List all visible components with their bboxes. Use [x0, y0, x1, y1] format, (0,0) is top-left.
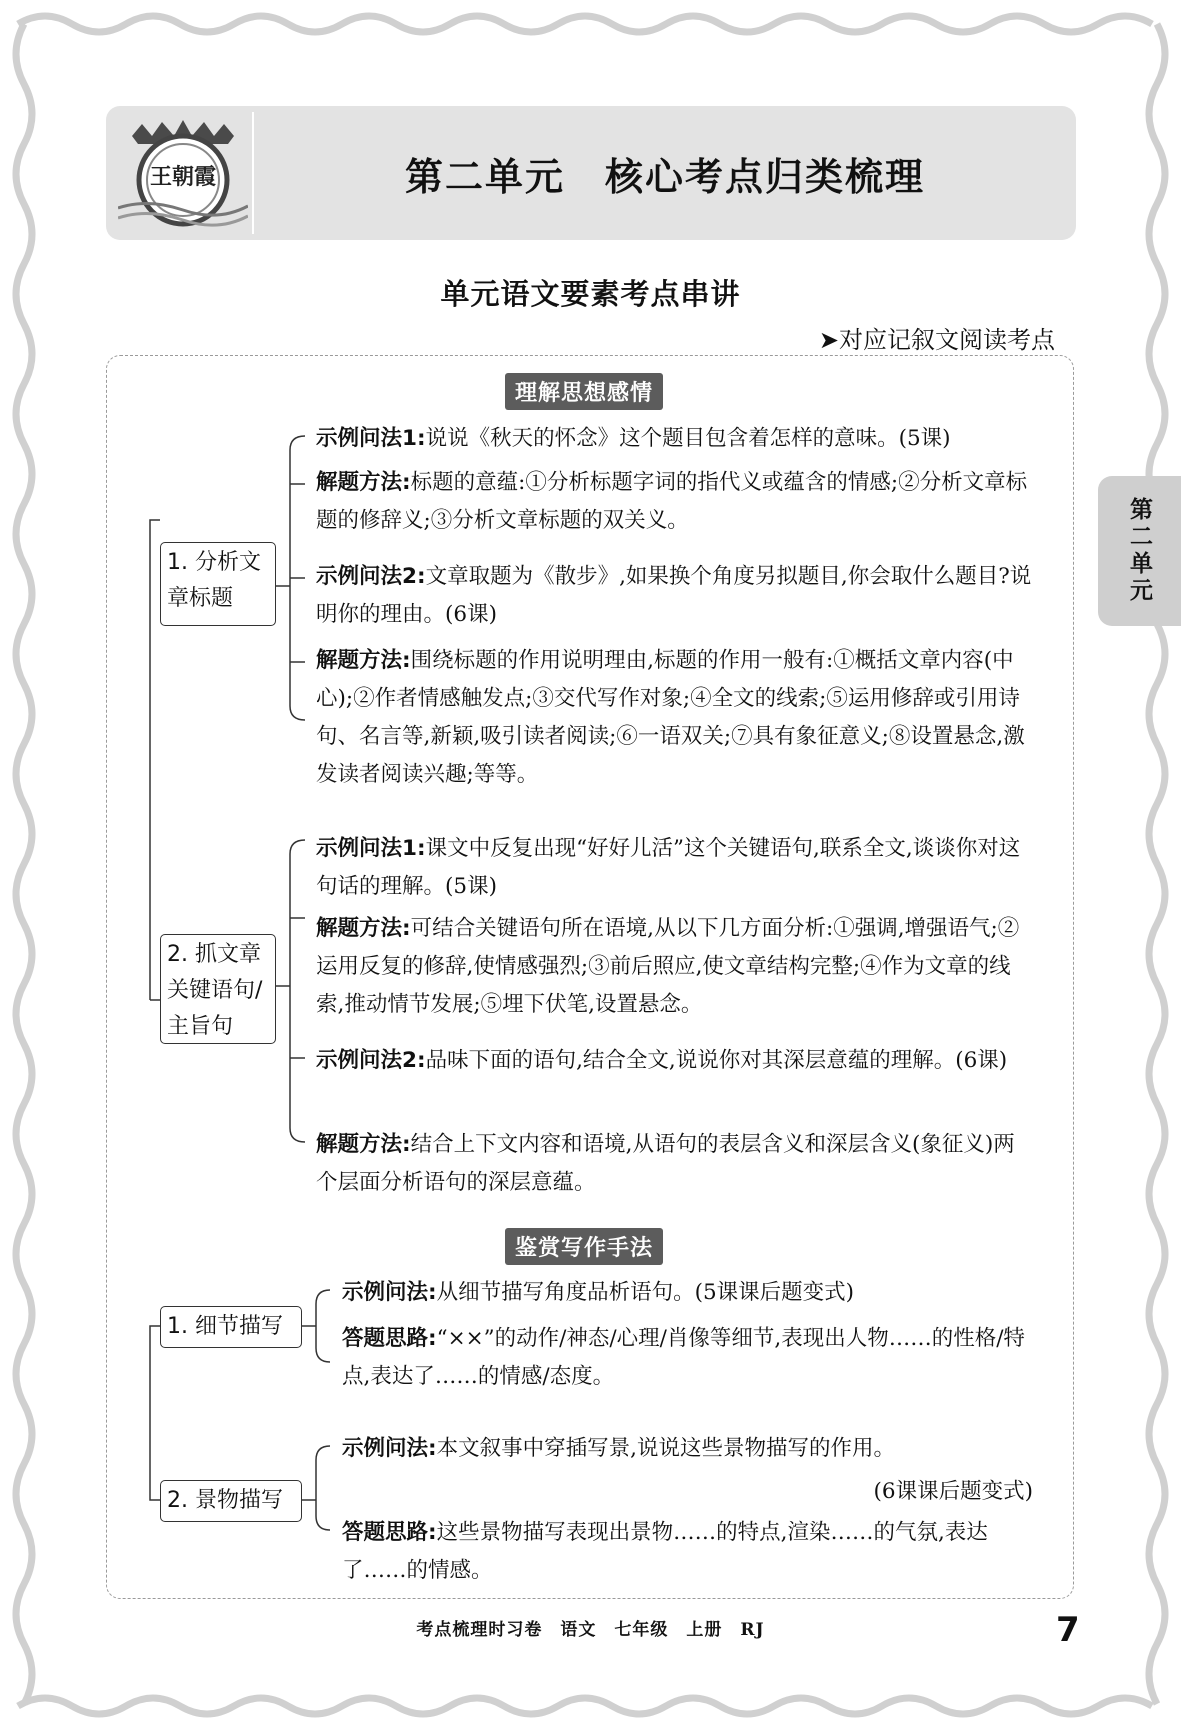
entry-example-question — [342, 1430, 1042, 1468]
entry-text: “××”的动作/神态/心理/肖像等细节,表现出人物……的性格/特点,表达了……的情感/态度。 — [342, 1326, 1025, 1389]
entry-text: 品味下面的语句,结合全文,说说你对其深层意蕴的理解。(6课) — [425, 1048, 1008, 1073]
page-number: 7 — [1056, 1610, 1080, 1650]
entry-label: 解题方法: — [316, 648, 411, 673]
entry-example-question — [316, 420, 1036, 458]
branch-node-key-sentences: 2. 抓文章关键语句/主旨句 — [160, 934, 276, 1044]
entry-text: 文章取题为《散步》,如果换个角度另拟题目,你会取什么题目?说明你的理由。(6课) — [316, 564, 1032, 627]
entry-label: 示例问法2: — [316, 1048, 426, 1073]
page-title: 第二单元 核心考点归类梳理 — [404, 155, 925, 199]
entry-label: 示例问法1: — [316, 836, 426, 861]
branch-node-analyze-title: 1. 分析文章标题 — [160, 542, 276, 626]
entry-example-question — [316, 1042, 1036, 1080]
branch-node-scenery-description: 2. 景物描写 — [160, 1480, 302, 1522]
entry-label: 示例问法2: — [316, 564, 426, 589]
source-note: (6课课后题变式) — [873, 1479, 1033, 1504]
entry-solution-method — [316, 464, 1036, 540]
entry-label: 答题思路: — [342, 1520, 437, 1545]
entry-example-question — [316, 830, 1036, 906]
entry-label: 示例问法1: — [316, 426, 426, 451]
entry-text: 本文叙事中穿插写景,说说这些景物描写的作用。 — [436, 1436, 895, 1461]
entry-text: 标题的意蕴:①分析标题字词的指代义或蕴含的情感;②分析文章标题的修辞义;③分析文章标题的双关义。 — [316, 470, 1028, 533]
entry-solution-method — [316, 642, 1036, 794]
branch-node-detail-description: 1. 细节描写 — [160, 1306, 302, 1348]
entry-label: 解题方法: — [316, 1132, 411, 1157]
entry-label: 解题方法: — [316, 470, 411, 495]
section-title: 单元语文要素考点串讲 — [440, 277, 741, 311]
entry-text: 结合上下文内容和语境,从语句的表层含义和深层含义(象征义)两个层面分析语句的深层意蕴。 — [316, 1132, 1015, 1195]
entry-text: 这些景物描写表现出景物……的特点,渲染……的气氛,表达了……的情感。 — [342, 1520, 988, 1583]
group-title-appreciating-techniques: 鉴赏写作手法 — [505, 1228, 663, 1265]
svg-text:王朝霞: 王朝霞 — [149, 164, 217, 190]
entry-label: 解题方法: — [316, 916, 411, 941]
chevron-right-icon: ➤ — [818, 326, 839, 354]
footer-text: 考点梳理时习卷 语文 七年级 上册 RJ — [416, 1620, 765, 1640]
entry-answer-approach — [342, 1320, 1042, 1396]
entry-text: 围绕标题的作用说明理由,标题的作用一般有:①概括文章内容(中心);②作者情感触发点;③交代写作对象;④全文的线索;⑤运用修辞或引用诗句、名言等,新颖,吸引读者阅读;⑥一语双关;⑦具有象征意义;⑧设置悬念,激发读者阅读兴趣;等等。 — [316, 648, 1025, 787]
unit-side-tab: 第二单元 — [1098, 476, 1181, 626]
entry-label: 示例问法: — [342, 1280, 437, 1305]
entry-solution-method — [316, 1126, 1036, 1202]
reference-note-text: 对应记叙文阅读考点 — [839, 326, 1055, 354]
entry-example-question — [342, 1274, 1042, 1312]
entry-answer-approach — [342, 1514, 1042, 1590]
entry-text: 从细节描写角度品析语句。(5课课后题变式) — [436, 1280, 855, 1305]
entry-solution-method — [316, 910, 1036, 1024]
group-title-understanding-emotions: 理解思想感情 — [505, 373, 663, 410]
entry-text: 课文中反复出现“好好儿活”这个关键语句,联系全文,谈谈你对这句话的理解。(5课) — [316, 836, 1021, 899]
entry-label: 示例问法: — [342, 1436, 437, 1461]
entry-text: 说说《秋天的怀念》这个题目包含着怎样的意味。(5课) — [425, 426, 951, 451]
entry-label: 答题思路: — [342, 1326, 437, 1351]
entry-example-question — [316, 558, 1036, 634]
entry-text: 可结合关键语句所在语境,从以下几方面分析:①强调,增强语气;②运用反复的修辞,使情感强烈;③前后照应,使文章结构完整;④作为文章的线索,推动情节发展;⑤埋下伏笔,设置悬念。 — [316, 916, 1020, 1017]
